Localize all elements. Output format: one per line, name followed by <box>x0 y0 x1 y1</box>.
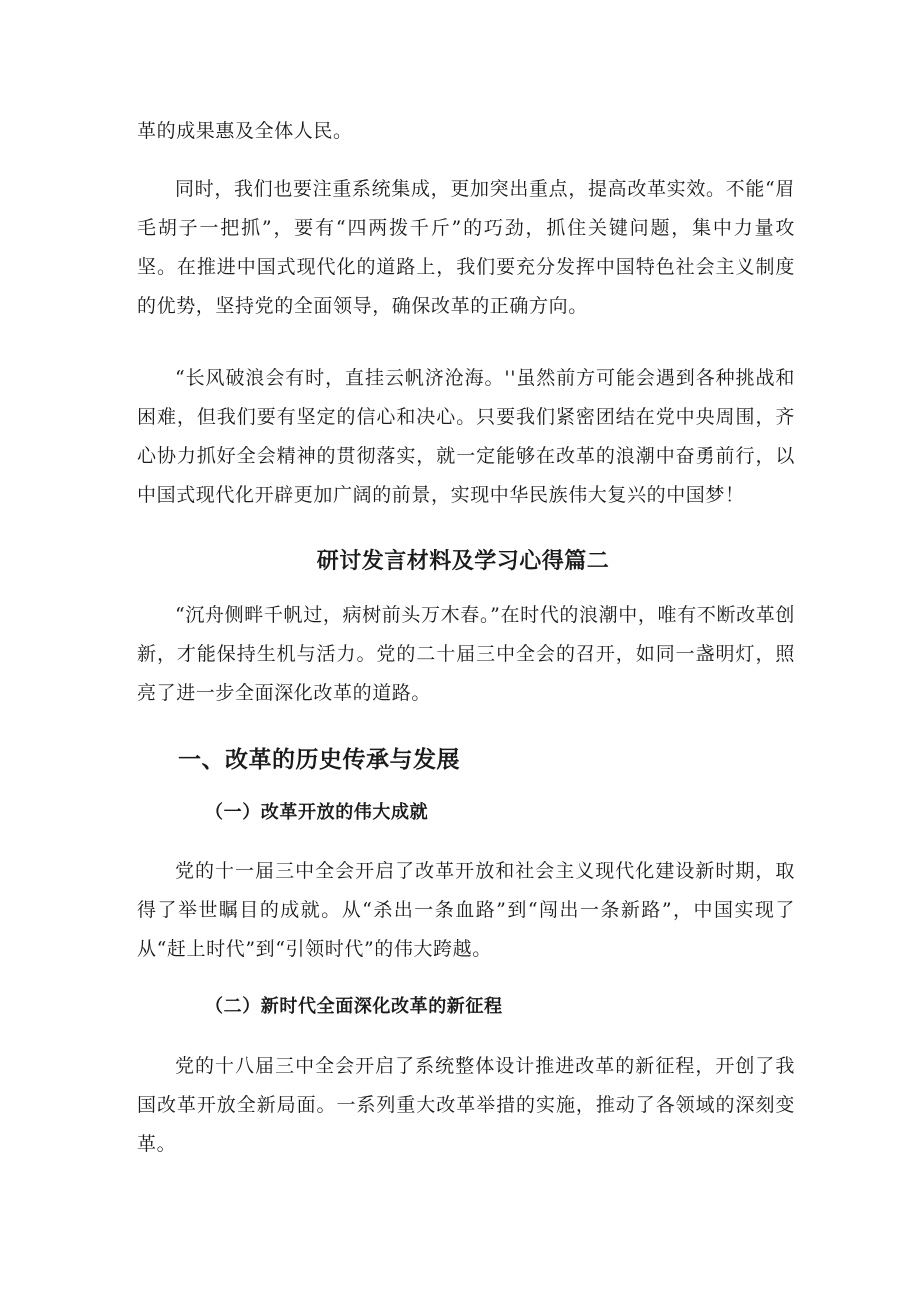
paragraph-achievements: 党的十一届三中全会开启了改革开放和社会主义现代化建设新时期，取得了举世瞩目的成就。从“杀出一条血路”到“闯出一条新路”，中国实现了从“赶上时代”到“引领时代”的伟大跨越。 <box>137 860 795 960</box>
paragraph-new-journey: 党的十八届三中全会开启了系统整体设计推进改革的新征程，开创了我国改革开放全新局面。一系列重大改革举措的实施，推动了各领域的深刻变革。 <box>137 1055 795 1155</box>
paragraph-continuation: 革的成果惠及全体人民。 <box>137 120 353 142</box>
heading-reform-history: 一、改革的历史传承与发展 <box>178 747 460 773</box>
section-title: 研讨发言材料及学习心得篇二 <box>316 549 610 574</box>
paragraph-intro: “沉舟侧畔千帆过，病树前头万木春。”在时代的浪潮中，唯有不断改革创新，才能保持生机与活力。党的二十届三中全会的召开，如同一盏明灯，照亮了进一步全面深化改革的道路。 <box>137 604 795 704</box>
subheading-achievements: （一）改革开放的伟大成就 <box>205 802 429 823</box>
subheading-new-journey: （二）新时代全面深化改革的新征程 <box>205 996 503 1017</box>
paragraph-confidence: “长风破浪会有时，直挂云帆济沧海。''虽然前方可能会遇到各种挑战和困难，但我们要有坚定的信心和决心。只要我们紧密团结在党中央周围，齐心协力抓好全会精神的贯彻落实，就一定能够在改革的浪潮中奋勇前行，以中国式现代化开辟更加广阔的前景，实现中华民族伟大复兴的中国梦！ <box>137 367 795 506</box>
paragraph-system-integration: 同时，我们也要注重系统集成，更加突出重点，提高改革实效。不能“眉毛胡子一把抓”，要有“四两拨千斤”的巧劲，抓住关键问题，集中力量攻坚。在推进中国式现代化的道路上，我们要充分发挥中国特色社会主义制度的优势，坚持党的全面领导，确保改革的正确方向。 <box>137 178 795 317</box>
